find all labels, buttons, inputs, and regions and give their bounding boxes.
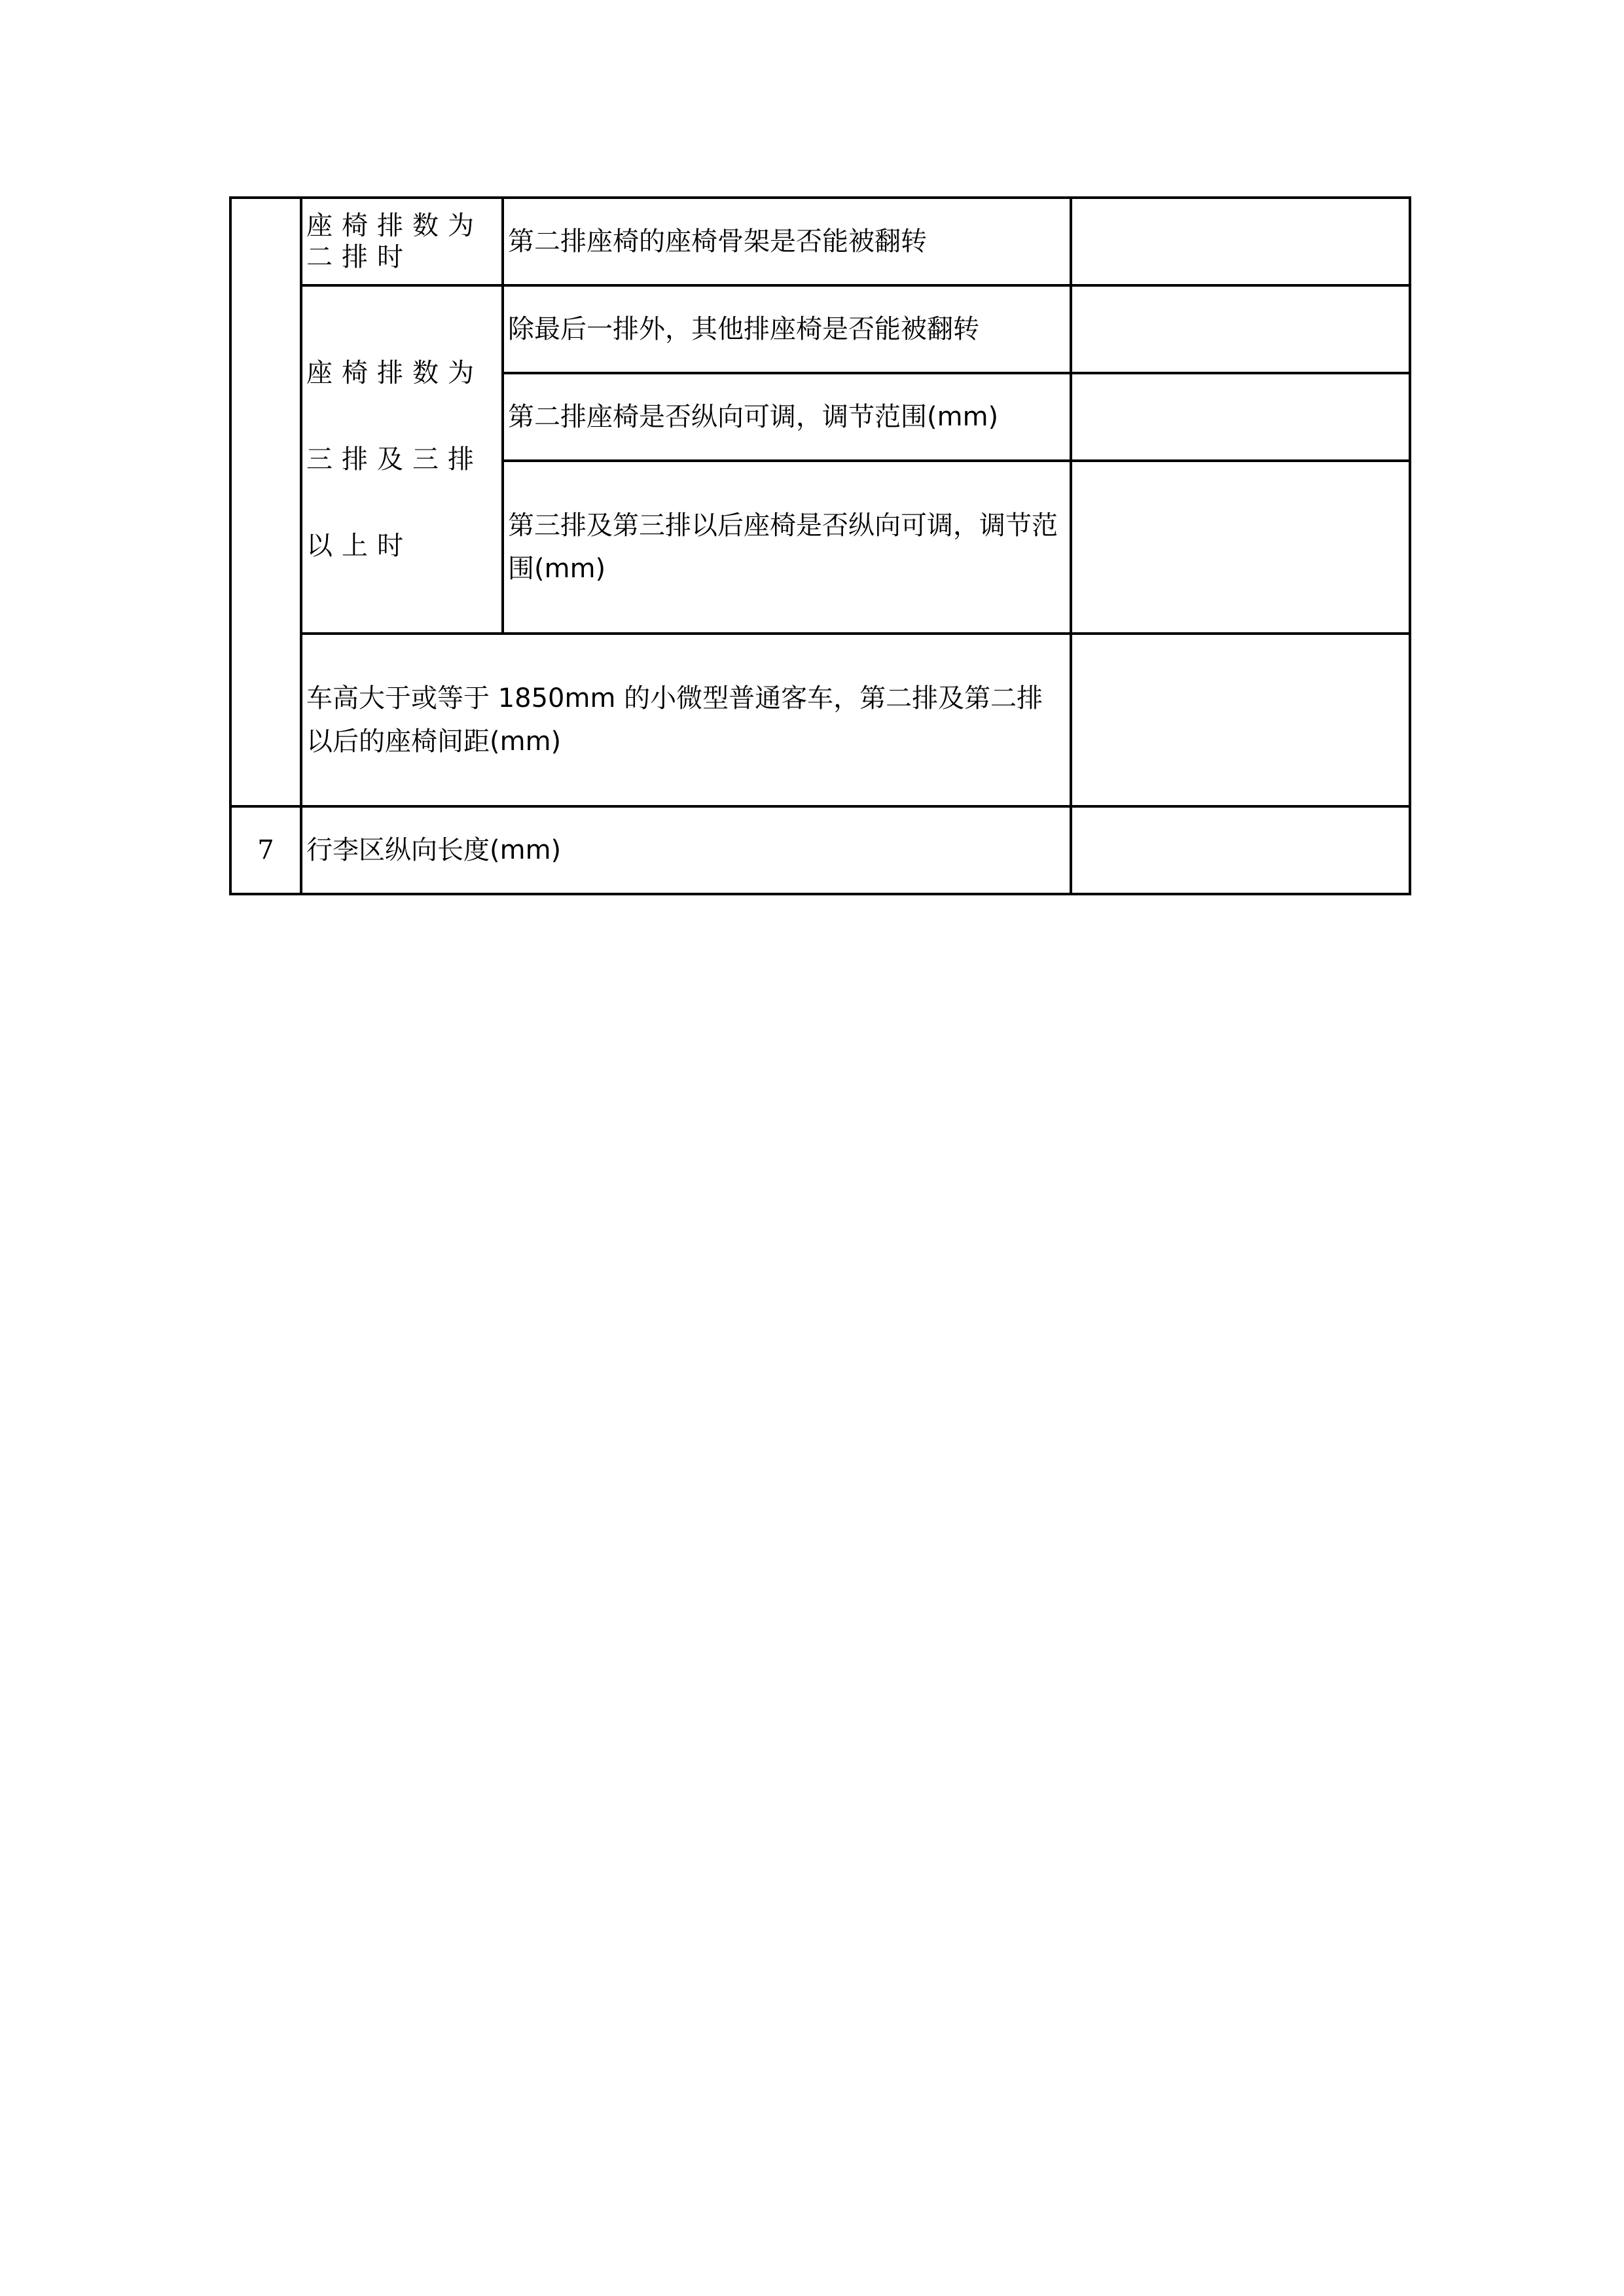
- value-cell[interactable]: [1071, 285, 1410, 373]
- item-label: 第二排座椅是否纵向可调，调节范围(mm): [503, 373, 1071, 461]
- value-cell[interactable]: [1071, 806, 1410, 894]
- value-cell[interactable]: [1071, 198, 1410, 285]
- table-row: [230, 634, 1410, 806]
- item-label: 除最后一排外，其他排座椅是否能被翻转: [503, 285, 1071, 373]
- seat-rows-two-label: 座椅排数为二排时: [301, 198, 503, 285]
- seat-rows-three-plus-label: 座椅排数为三排及三排以上时: [301, 285, 503, 634]
- item-label: 行李区纵向长度(mm): [301, 806, 1071, 894]
- value-cell[interactable]: [1071, 634, 1410, 806]
- spec-table: [229, 196, 1411, 895]
- table-row: [230, 285, 1410, 373]
- item-label: 车高大于或等于 1850mm 的小微型普通客车，第二排及第二排以后的座椅间距(mm): [301, 634, 1071, 806]
- spec-table-container: [229, 196, 1409, 895]
- value-cell[interactable]: [1071, 461, 1410, 634]
- item-label: 第三排及第三排以后座椅是否纵向可调，调节范围(mm): [503, 461, 1071, 634]
- table-row: [230, 198, 1410, 285]
- item-number: 7: [230, 806, 301, 894]
- item-number-cell: [230, 198, 301, 806]
- value-cell[interactable]: [1071, 373, 1410, 461]
- table-row: [230, 806, 1410, 894]
- item-label: 第二排座椅的座椅骨架是否能被翻转: [503, 198, 1071, 285]
